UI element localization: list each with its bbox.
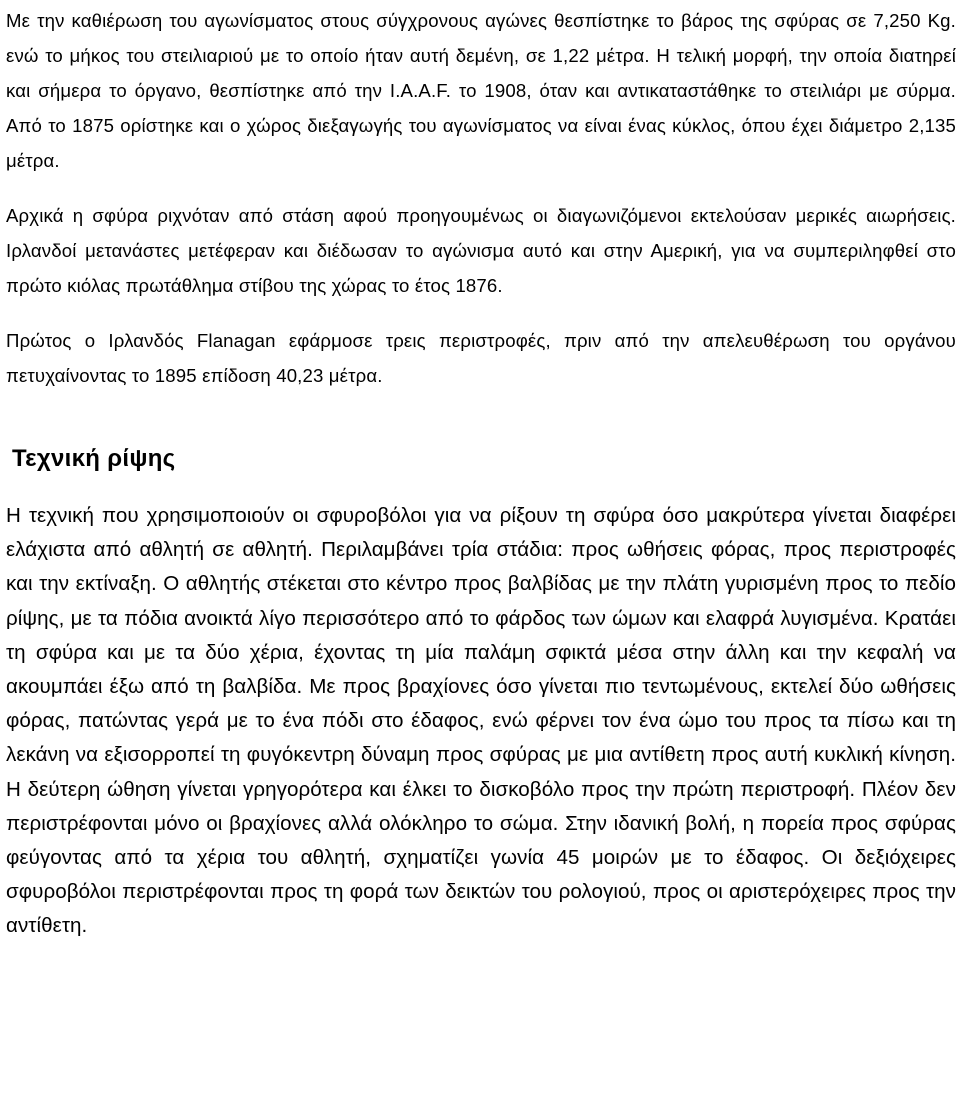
history-paragraph-1: Με την καθιέρωση του αγωνίσματος στους σύγχρονους αγώνες θεσπίστηκε το βάρος της σφύρας σε 7,250 Kg. ενώ το μήκος του στειλιαριού με το οποίο ήταν αυτή δεμένη, σε 1,22 μέτρα. Η τελική μορφή, την οποία διατηρεί και σήμερα το όργανο, θεσπίστηκε από την I.A.A.F. το 1908, όταν και αντικαταστάθηκε το στειλιάρι με σύρμα. Από το 1875 ορίστηκε και ο χώρος διεξαγωγής του αγωνίσματος να είναι ένας κύκλος, όπου έχει διάμετρο 2,135 μέτρα. xyxy=(6,10,956,171)
document-page xyxy=(6,0,956,944)
history-paragraph-2: Αρχικά η σφύρα ριχνόταν από στάση αφού προηγουμένως οι διαγωνιζόμενοι εκτελούσαν μερικές αιωρήσεις. Ιρλανδοί μετανάστες μετέφεραν και διέδωσαν το αγώνισμα αυτό και στην Αμερική, για να συμπεριληφθεί στο πρώτο κιόλας πρωτάθλημα στίβου της χώρας το έτος 1876. xyxy=(6,205,956,296)
history-paragraph-3: Πρώτος ο Ιρλανδός Flanagan εφάρμοσε τρεις περιστροφές, πριν από την απελευθέρωση του οργάνου πετυχαίνοντας το 1895 επίδοση 40,23 μέτρα. xyxy=(6,330,956,386)
technique-paragraph: Η τεχνική που χρησιμοποιούν οι σφυροβόλοι για να ρίξουν τη σφύρα όσο μακρύτερα γίνεται διαφέρει ελάχιστα από αθλητή σε αθλητή. Περιλαμβάνει τρία στάδια: προς ωθήσεις φόρας, προς περιστροφές και την εκτίναξη. Ο αθλητής στέκεται στο κέντρο προς βαλβίδας με την πλάτη γυρισμένη προς το πεδίο ρίψης, με τα πόδια ανοικτά λίγο περισσότερο από το φάρδος των ώμων και ελαφρά λυγισμένα. Κρατάει τη σφύρα και με τα δύο χέρια, έχοντας τη μία παλάμη σφικτά μέσα στην άλλη και την κεφαλή να ακουμπάει έξω από τη βαλβίδα. Με προς βραχίονες όσο γίνεται πιο τεντωμένους, εκτελεί δύο ωθήσεις φόρας, πατώντας γερά με το ένα πόδι στο έδαφος, ενώ φέρνει τον ένα ώμο του προς τα πίσω και τη λεκάνη να εξισορροπεί τη φυγόκεντρη δύναμη προς σφύρας με μια αντίθετη προς αυτή κυκλική κίνηση. Η δεύτερη ώθηση γίνεται γρηγορότερα και έλκει το δισκοβόλο προς την πρώτη περιστροφή. Πλέον δεν περιστρέφονται μόνο οι βραχίονες αλλά ολόκληρο το σώμα. Στην ιδανική βολή, η πορεία προς σφύρας φεύγοντας από τα χέρια του αθλητή, σχηματίζει γωνία 45 μοιρών με το έδαφος. Οι δεξιόχειρες σφυροβόλοι περιστρέφονται προς τη φορά των δεικτών του ρολογιού, προς οι αριστερόχειρες προς την αντίθετη. xyxy=(6,504,956,938)
section-heading: Τεχνική ρίψης xyxy=(12,445,176,472)
